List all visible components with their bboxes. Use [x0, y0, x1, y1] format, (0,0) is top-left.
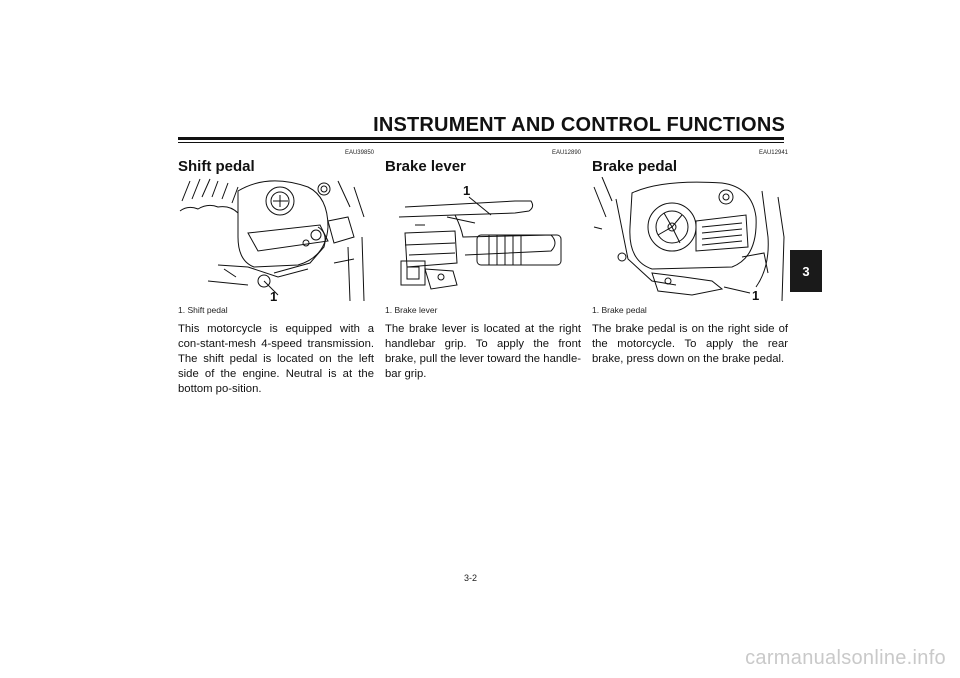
section-body: The brake lever is located at the right handlebar grip. To apply the front brake, pull the lever toward the handle-bar grip.	[385, 323, 581, 380]
page-header-title: INSTRUMENT AND CONTROL FUNCTIONS	[373, 114, 785, 136]
page-number: 3-2	[464, 573, 478, 583]
header-rule-thin	[178, 142, 784, 143]
brake-pedal-illustration	[592, 177, 788, 301]
figure-callout: 1	[463, 183, 471, 198]
section-title: Brake pedal	[592, 158, 678, 175]
section-title: Brake lever	[385, 158, 466, 175]
header-rule	[178, 137, 784, 140]
shift-pedal-illustration	[178, 177, 374, 301]
figure-caption: 1. Brake pedal	[592, 305, 647, 315]
section-code: EAU39850	[344, 150, 374, 156]
section-code: EAU12890	[551, 150, 581, 156]
figure-callout: 1	[752, 288, 760, 301]
figure-caption: 1. Brake lever	[385, 305, 438, 315]
chapter-tab[interactable]: 3	[790, 250, 822, 292]
brake-lever-illustration	[385, 177, 581, 301]
section-code: EAU12941	[758, 150, 788, 156]
section-body: The brake pedal is on the right side of the motorcycle. To apply the rear brake, press down on the brake pedal.	[592, 323, 788, 365]
section-title: Shift pedal	[178, 158, 255, 175]
figure-caption: 1. Shift pedal	[178, 305, 228, 315]
watermark: carmanualsonline.info	[745, 647, 946, 669]
figure-callout: 1	[270, 289, 278, 301]
section-body: This motorcycle is equipped with a con-stant-mesh 4-speed transmission. The shift pedal is located on the left side of the engine. Neutral is at the bottom po-sition.	[178, 323, 374, 395]
